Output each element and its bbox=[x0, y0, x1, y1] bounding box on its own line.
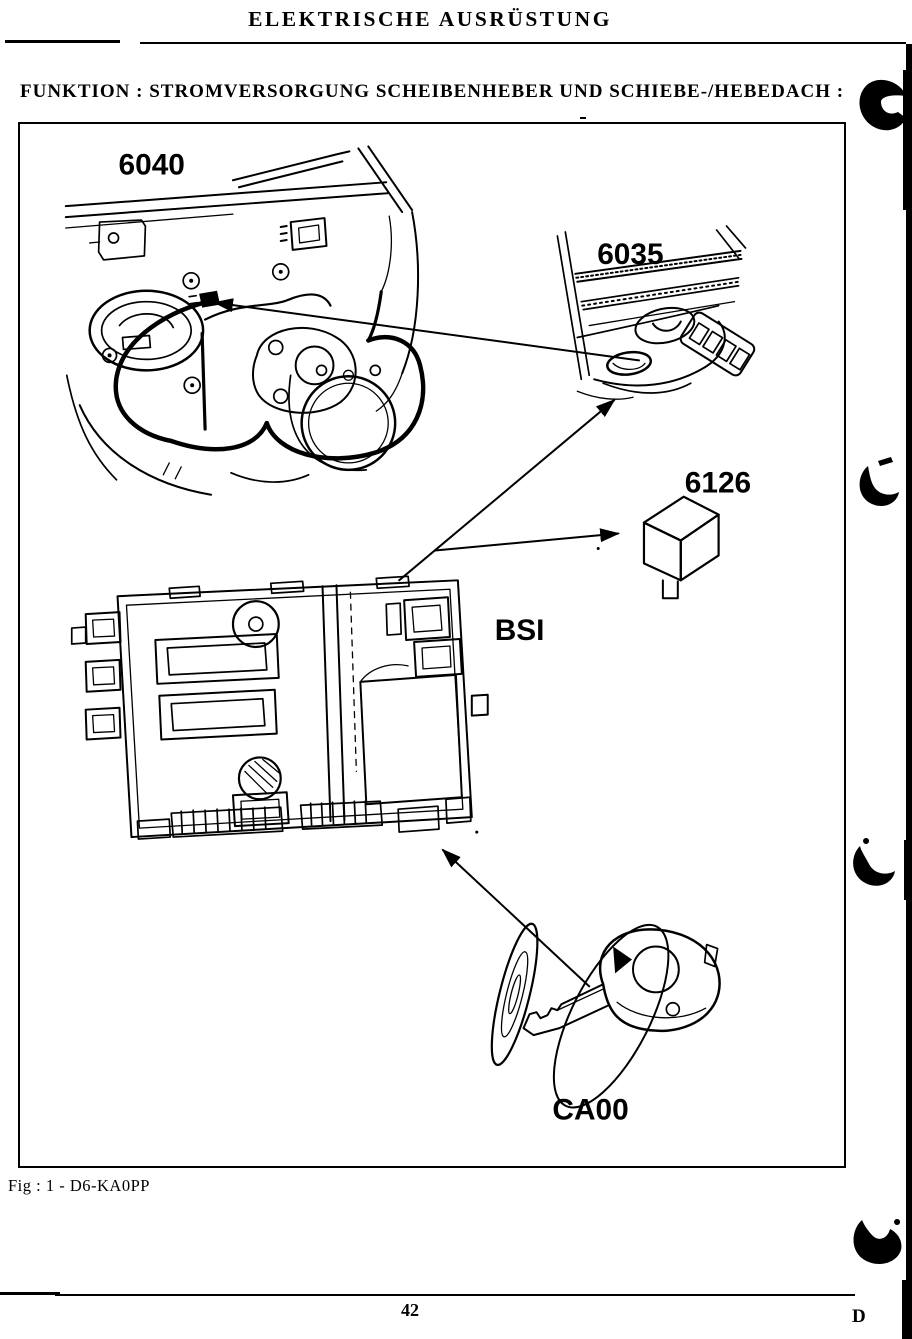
ink-smudge bbox=[860, 457, 899, 506]
bsi-unit-drawing bbox=[72, 576, 488, 839]
figure-caption: Fig : 1 - D6-KA0PP bbox=[8, 1176, 150, 1195]
arrow-bsi-to-relay bbox=[435, 534, 618, 551]
arrow-bsi-to-switch bbox=[399, 400, 614, 580]
page-title: ELEKTRISCHE AUSRÜSTUNG bbox=[248, 7, 612, 31]
function-heading: FUNKTION : STROMVERSORGUNG SCHEIBENHEBER UND SCHIEBE-/HEBEDACH : bbox=[20, 81, 845, 102]
relay-drawing bbox=[644, 497, 719, 599]
title-rule-left bbox=[5, 40, 120, 43]
part-label-6035: 6035 bbox=[597, 237, 664, 271]
part-label-ca00: CA00 bbox=[552, 1093, 629, 1127]
footer-rule-left bbox=[0, 1292, 60, 1295]
part-label-6040: 6040 bbox=[118, 148, 185, 182]
ink-smudge bbox=[854, 1219, 902, 1264]
page-number: 42 bbox=[401, 1300, 419, 1320]
ignition-key-drawing bbox=[483, 909, 720, 1123]
figure-frame bbox=[18, 122, 846, 1168]
part-label-6126: 6126 bbox=[684, 466, 752, 500]
pointer-arrows bbox=[215, 303, 639, 987]
scan-edge-bar bbox=[906, 44, 912, 1339]
title-rule bbox=[140, 42, 906, 44]
door-harness-drawing bbox=[66, 146, 423, 494]
footer-rule bbox=[55, 1294, 855, 1296]
arrow-key-to-bsi bbox=[443, 850, 589, 986]
section-letter: D bbox=[852, 1306, 866, 1327]
ink-smudge bbox=[853, 838, 895, 886]
figure-illustration bbox=[20, 124, 844, 1166]
part-label-bsi: BSI bbox=[494, 614, 545, 648]
